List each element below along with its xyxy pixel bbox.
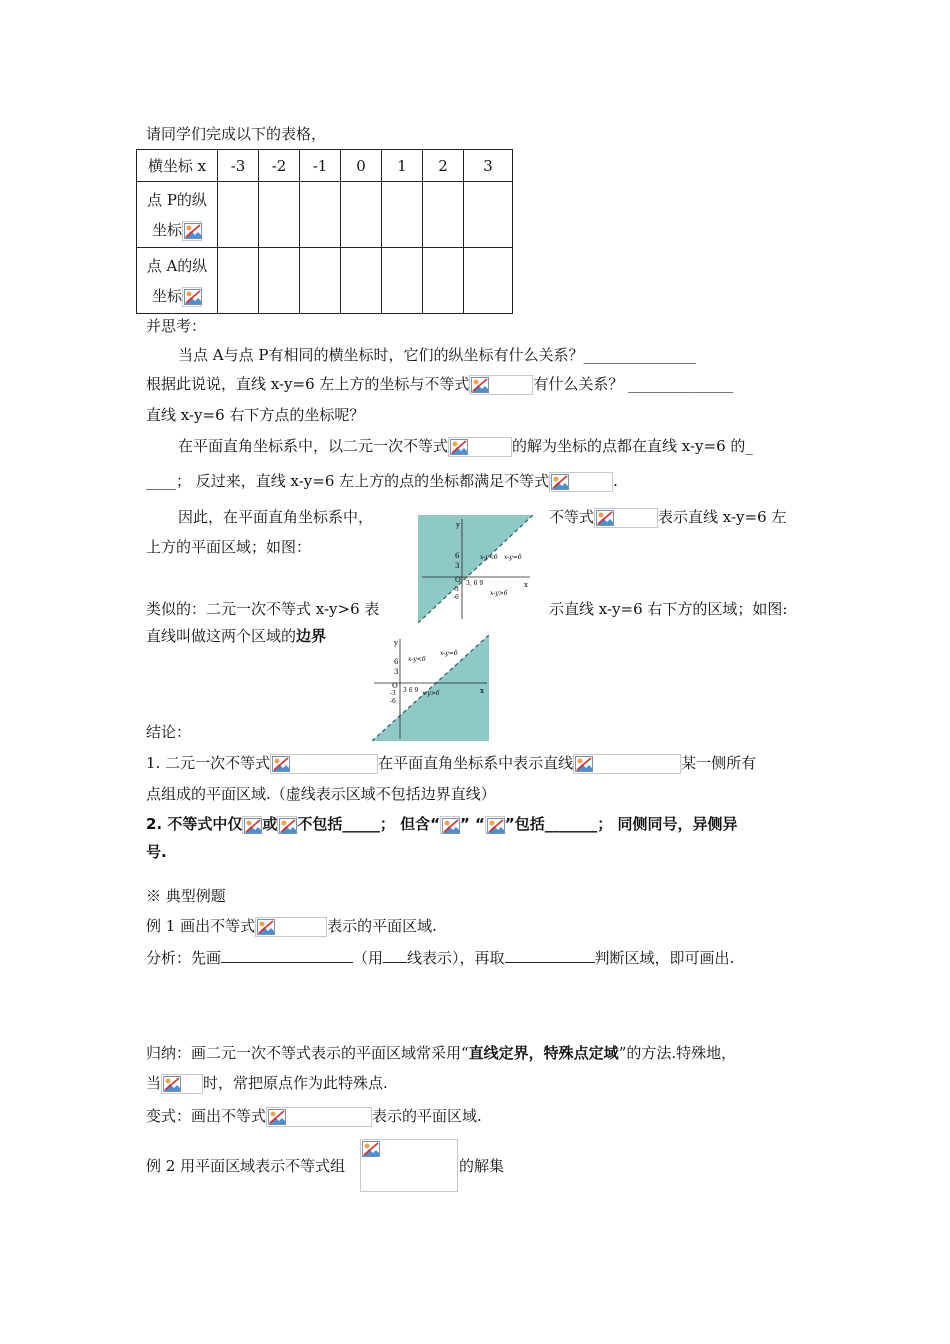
- x-ticks: 3, 6 9: [466, 580, 484, 587]
- origin-label: O: [455, 576, 461, 584]
- x-value: 0: [341, 150, 382, 182]
- image-icon: [487, 818, 505, 834]
- label-greater: x-y>6: [422, 690, 440, 697]
- question-3: 直线 x-y=6 右下方点的坐标呢？: [146, 406, 365, 424]
- table-cell[interactable]: [259, 182, 300, 248]
- image-icon: [279, 818, 297, 834]
- table-cell[interactable]: [423, 182, 464, 248]
- formula-image: [277, 816, 297, 834]
- row-p-line1: 点 P的纵: [147, 190, 207, 209]
- row-a-line1: 点 A的纵: [146, 256, 208, 275]
- image-icon: [450, 439, 468, 455]
- formula-image: [255, 917, 327, 937]
- c2-text-d: ” “: [459, 815, 485, 833]
- x-label: x: [524, 581, 528, 589]
- p6-text-a: 直线叫做这两个区域的: [146, 627, 297, 645]
- formula-image: [266, 1107, 372, 1127]
- answer-blank[interactable]: [505, 948, 595, 963]
- c1-text-b: 在平面直角坐标系中表示直线: [378, 754, 574, 772]
- header-label: 横坐标 x: [137, 150, 218, 182]
- y-label: y: [394, 639, 398, 647]
- row-a-line2: 坐标: [151, 286, 182, 305]
- boundary-term: 边界: [296, 627, 327, 645]
- c2-text-b: 或: [262, 815, 278, 833]
- label-greater: x-y>6: [490, 590, 508, 597]
- figure-region-above: [372, 635, 489, 741]
- ex1-text-a: 例 1 画出不等式: [146, 917, 256, 935]
- example-2-b: 的解集: [459, 1157, 505, 1175]
- table-cell[interactable]: [382, 182, 423, 248]
- p2-text-b: .: [613, 472, 618, 490]
- example-2-a: 例 2 用平面区域表示不等式组: [146, 1157, 346, 1175]
- formula-image: [485, 816, 505, 834]
- image-icon: [551, 474, 569, 490]
- conclusion-2: [146, 814, 738, 834]
- q2-text-a: 根据此说说，直线 x-y=6 左上方的坐标与不等式: [146, 375, 470, 393]
- paragraph-4: 上方的平面区域；如图：: [146, 538, 312, 556]
- c2-text-a: 2. 不等式中仅: [146, 815, 243, 833]
- conclusion-2-cont: 号.: [146, 843, 167, 861]
- formula-image: [594, 508, 658, 528]
- paragraph-6: [146, 626, 326, 646]
- p2-text-a: ____； 反过来，直线 x-y=6 左上方的点的坐标都满足不等式: [146, 472, 550, 490]
- sum2-text-b: 时，常把原点作为此特殊点.: [203, 1074, 388, 1092]
- image-icon: [596, 510, 614, 526]
- table-cell[interactable]: [218, 248, 259, 314]
- examples-heading: ※ 典型例题: [146, 887, 226, 905]
- x-value: -1: [300, 150, 341, 182]
- formula-image: [573, 754, 681, 774]
- x-value: -2: [259, 150, 300, 182]
- answer-blank[interactable]: [383, 948, 407, 963]
- question-2: [146, 374, 733, 395]
- conclusion-1: [146, 753, 756, 774]
- x-ticks: 3 6 9: [403, 687, 419, 694]
- x-value: 2: [423, 150, 464, 182]
- summary: [146, 1043, 736, 1063]
- analysis: [146, 948, 734, 968]
- label-less: x-y<6: [480, 554, 498, 561]
- formula-image: [440, 816, 460, 834]
- an-text-d: 判断区域，即可画出.: [594, 949, 735, 967]
- table-cell[interactable]: [382, 248, 423, 314]
- tick-6: 6: [394, 658, 399, 666]
- image-icon: [244, 818, 262, 834]
- variation: [146, 1106, 482, 1127]
- image-icon: [575, 756, 593, 772]
- p3-text-c: 表示直线 x-y=6 左: [658, 508, 787, 526]
- table-cell[interactable]: [464, 248, 513, 314]
- x-value: 3: [464, 150, 513, 182]
- formula-image: [448, 437, 512, 457]
- label-equal: x-y=6: [504, 554, 522, 561]
- table-cell[interactable]: [464, 182, 513, 248]
- formula-image: [182, 221, 202, 241]
- table-cell[interactable]: [300, 182, 341, 248]
- tick-6: 6: [455, 552, 460, 560]
- an-text-c: 线表示），再取: [407, 949, 505, 967]
- formula-image: [270, 754, 378, 774]
- image-icon: [268, 1109, 286, 1125]
- table-cell[interactable]: [259, 248, 300, 314]
- image-icon: [362, 1141, 380, 1157]
- image-icon: [163, 1076, 181, 1092]
- table-cell[interactable]: [341, 248, 382, 314]
- example-1: [146, 916, 437, 937]
- origin-label: O: [392, 682, 398, 690]
- tick-3: 3: [455, 562, 460, 570]
- c2-text-c: 不包括_____； 但含“: [297, 815, 440, 833]
- formula-image: [182, 287, 202, 307]
- row-p-line2: 坐标: [151, 220, 182, 239]
- figure-region-below: [418, 515, 533, 623]
- var-text-b: 表示的平面区域.: [372, 1107, 482, 1125]
- tick-3: 3: [394, 668, 399, 676]
- tick-m3: -3: [390, 690, 396, 697]
- p1-text-b: 的解为坐标的点都在直线 x-y=6 的_: [512, 437, 753, 455]
- image-icon: [272, 756, 290, 772]
- paragraph-3-a: 因此，在平面直角坐标系中，: [178, 508, 374, 526]
- table-cell[interactable]: [341, 182, 382, 248]
- question-1: 当点 A与点 P有相同的横坐标时，它们的纵坐标有什么关系？_______________: [178, 346, 696, 364]
- formula-image: [469, 375, 533, 395]
- row-p-label: [137, 182, 218, 248]
- y-label: y: [456, 521, 460, 529]
- sum-text-c: ”的方法.特殊地，: [618, 1044, 737, 1062]
- formula-image: [549, 472, 613, 492]
- image-icon: [257, 919, 275, 935]
- tick-m3: -3: [453, 586, 459, 593]
- image-icon: [471, 377, 489, 393]
- answer-blank[interactable]: [221, 948, 353, 963]
- q2-text-b: 有什么关系？ ______________: [533, 375, 734, 393]
- sum2-text-a: 当: [146, 1074, 162, 1092]
- p1-text-a: 在平面直角坐标系中，以二元一次不等式: [178, 437, 449, 455]
- table-cell[interactable]: [300, 248, 341, 314]
- summary-2: [146, 1073, 388, 1094]
- x-value: -3: [218, 150, 259, 182]
- label-less: x-y<6: [408, 656, 426, 663]
- image-icon: [184, 289, 202, 305]
- x-value: 1: [382, 150, 423, 182]
- conclusion-label: 结论：: [146, 723, 192, 741]
- ex1-text-b: 表示的平面区域.: [327, 917, 437, 935]
- think-label: 并思考：: [146, 317, 207, 335]
- var-text-a: 变式：画出不等式: [146, 1107, 267, 1125]
- formula-image: [242, 816, 262, 834]
- row-a-label: [137, 248, 218, 314]
- paragraph-2: [146, 471, 618, 492]
- an-text-a: 分析：先画: [146, 949, 222, 967]
- paragraph-5-a: 类似的：二元一次不等式 x-y>6 表: [146, 600, 380, 618]
- sum-text-bold: 直线定界，特殊点定域: [468, 1044, 619, 1062]
- paragraph-3-b: [549, 507, 786, 528]
- paragraph-1: [178, 436, 753, 457]
- image-icon: [184, 223, 202, 239]
- c1-text-c: 某一侧所有: [681, 754, 757, 772]
- table-cell[interactable]: [423, 248, 464, 314]
- p3-text-b: 不等式: [549, 508, 595, 526]
- coordinate-table: [136, 149, 513, 314]
- tick-m6: -6: [390, 698, 396, 705]
- intro-text: 请同学们完成以下的表格，: [146, 125, 327, 143]
- c1-text-a: 1. 二元一次不等式: [146, 754, 271, 772]
- image-icon: [442, 818, 460, 834]
- table-cell[interactable]: [218, 182, 259, 248]
- formula-image-system: [360, 1139, 458, 1192]
- sum-text-a: 归纳：画二元一次不等式表示的平面区域常采用“: [146, 1044, 469, 1062]
- an-text-b: （用: [353, 949, 384, 967]
- c2-text-e: ”包括_______； 同侧同号，异侧异: [504, 815, 738, 833]
- formula-image: [161, 1074, 203, 1094]
- x-label: x: [480, 687, 484, 695]
- conclusion-1-cont: 点组成的平面区域.（虚线表示区域不包括边界直线）: [146, 785, 496, 803]
- label-equal: x-y=6: [440, 650, 458, 657]
- paragraph-5-b: 示直线 x-y=6 右下方的区域；如图:: [549, 600, 788, 618]
- tick-m6: -6: [453, 594, 459, 601]
